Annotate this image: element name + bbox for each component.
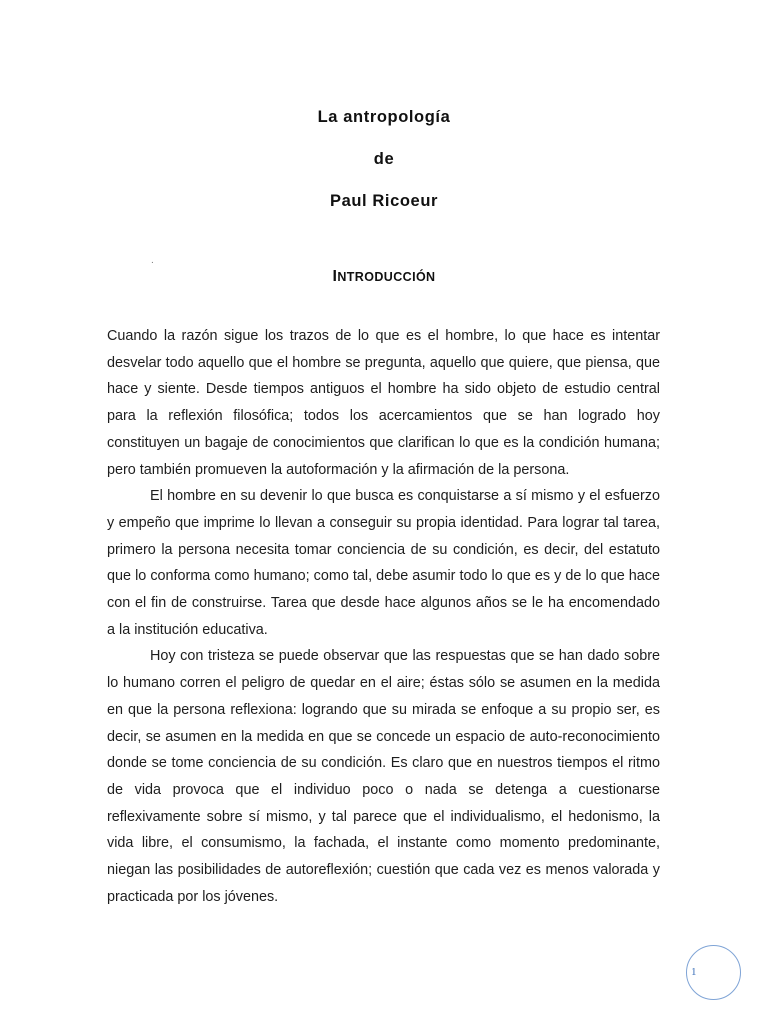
section-heading [0, 268, 768, 286]
paragraph: Hoy con tristeza se puede observar que las respuestas que se han dado sobre lo humano corren el peligro de quedar en el aire; éstas sólo se asumen en la medida en que la persona reflexiona: logrando que su mirada se enfoque a su propio ser, es decir, se asumen en la medida en que se concede un espacio de auto-reconocimiento donde se tome conciencia de su condición. Es claro que en nuestros tiempos el ritmo de vida provoca que el individuo poco o nada se detenga a cuestionarse reflexivamente sobre sí mismo, y tal parece que el individualismo, el hedonismo, la vida libre, el consumismo, la fachada, el instante como momento predominante, niegan las posibilidades de autoreflexión; cuestión que cada vez es menos valorada y practicada por los jóvenes. [107, 648, 660, 905]
stray-mark: . [151, 255, 154, 266]
paragraph: Cuando la razón sigue los trazos de lo que es el hombre, lo que hace es intentar desvelar todo aquello que el hombre se pregunta, aquello que quiere, que piensa, que hace y siente. Desde tiempos antiguos el hombre ha sido objeto de estudio central para la reflexión filosófica; todos los acercamientos que se han logrado hoy constituyen un bagaje de conocimientos que clarifican lo que es la condición humana; pero también promueven la autoformación y la afirmación de la persona. [107, 328, 660, 478]
document-title: La antropología [317, 108, 451, 126]
section-heading-initial: I [332, 268, 338, 285]
section-heading-rest: NTRODUCCIÓN [337, 270, 436, 284]
body-text [107, 323, 660, 910]
title-connector: de [373, 150, 395, 168]
paragraph: El hombre en su devenir lo que busca es conquistarse a sí mismo y el esfuerzo y empeño que imprime lo llevan a conseguir su propia identidad. Para lograr tal tarea, primero la persona necesita tomar conciencia de su condición, es decir, del estatuto que lo conforma como humano; como tal, debe asumir todo lo que es y de lo que hace con el fin de construirse. Tarea que desde hace algunos años se le ha encomendado a la institución educativa. [107, 488, 660, 638]
page-number: 1 [691, 966, 697, 978]
page-number-circle [686, 945, 741, 1000]
author-name: Paul Ricoeur [329, 192, 439, 210]
